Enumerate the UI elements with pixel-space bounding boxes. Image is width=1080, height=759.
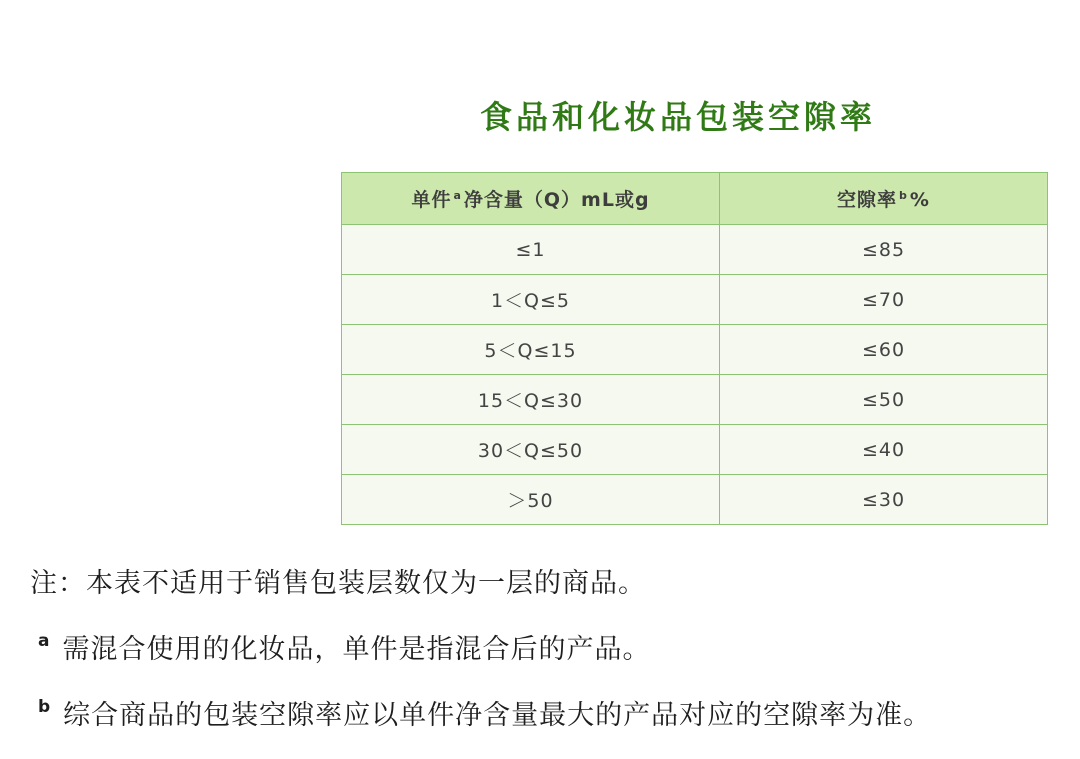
table-row (342, 225, 1048, 275)
header-void-ratio (720, 173, 1048, 225)
cell-void-ratio: ≤60 (720, 325, 1048, 375)
table-row (342, 275, 1048, 325)
footnote-b-mark: b (38, 697, 52, 717)
cell-void-ratio: ≤40 (720, 425, 1048, 475)
footnote-a-mark: a (38, 631, 51, 651)
footnote-a-text: 需混合使用的化妆品，单件是指混合后的产品。 (62, 634, 651, 665)
header-net-content (342, 173, 720, 225)
footnote-b (38, 693, 931, 732)
cell-quantity: 30＜Q≤50 (342, 425, 720, 475)
footnote-b-ref: b (899, 188, 908, 202)
void-ratio-table (341, 172, 1048, 525)
cell-quantity: 1＜Q≤5 (342, 275, 720, 325)
table-header-row (342, 173, 1048, 225)
footnote-b-text: 综合商品的包装空隙率应以单件净含量最大的产品对应的空隙率为准。 (63, 700, 932, 731)
table-row (342, 375, 1048, 425)
page-title: 食品和化妆品包装空隙率 (480, 98, 877, 136)
header-void-ratio-suffix: % (909, 189, 930, 211)
table-row (342, 475, 1048, 525)
header-net-content-prefix: 单件 (411, 189, 452, 211)
cell-void-ratio: ≤85 (720, 225, 1048, 275)
cell-void-ratio: ≤50 (720, 375, 1048, 425)
cell-quantity: ≤1 (342, 225, 720, 275)
footnote-a-ref: a (453, 188, 462, 202)
cell-quantity: ＞50 (342, 475, 720, 525)
table-row (342, 425, 1048, 475)
cell-quantity: 15＜Q≤30 (342, 375, 720, 425)
cell-void-ratio: ≤70 (720, 275, 1048, 325)
footnote-a (38, 627, 650, 666)
header-net-content-suffix: 净含量（Q）mL或g (463, 189, 650, 211)
cell-void-ratio: ≤30 (720, 475, 1048, 525)
table-note: 注：本表不适用于销售包装层数仅为一层的商品。 (30, 568, 646, 599)
cell-quantity: 5＜Q≤15 (342, 325, 720, 375)
table-row (342, 325, 1048, 375)
header-void-ratio-prefix: 空隙率 (837, 189, 898, 211)
